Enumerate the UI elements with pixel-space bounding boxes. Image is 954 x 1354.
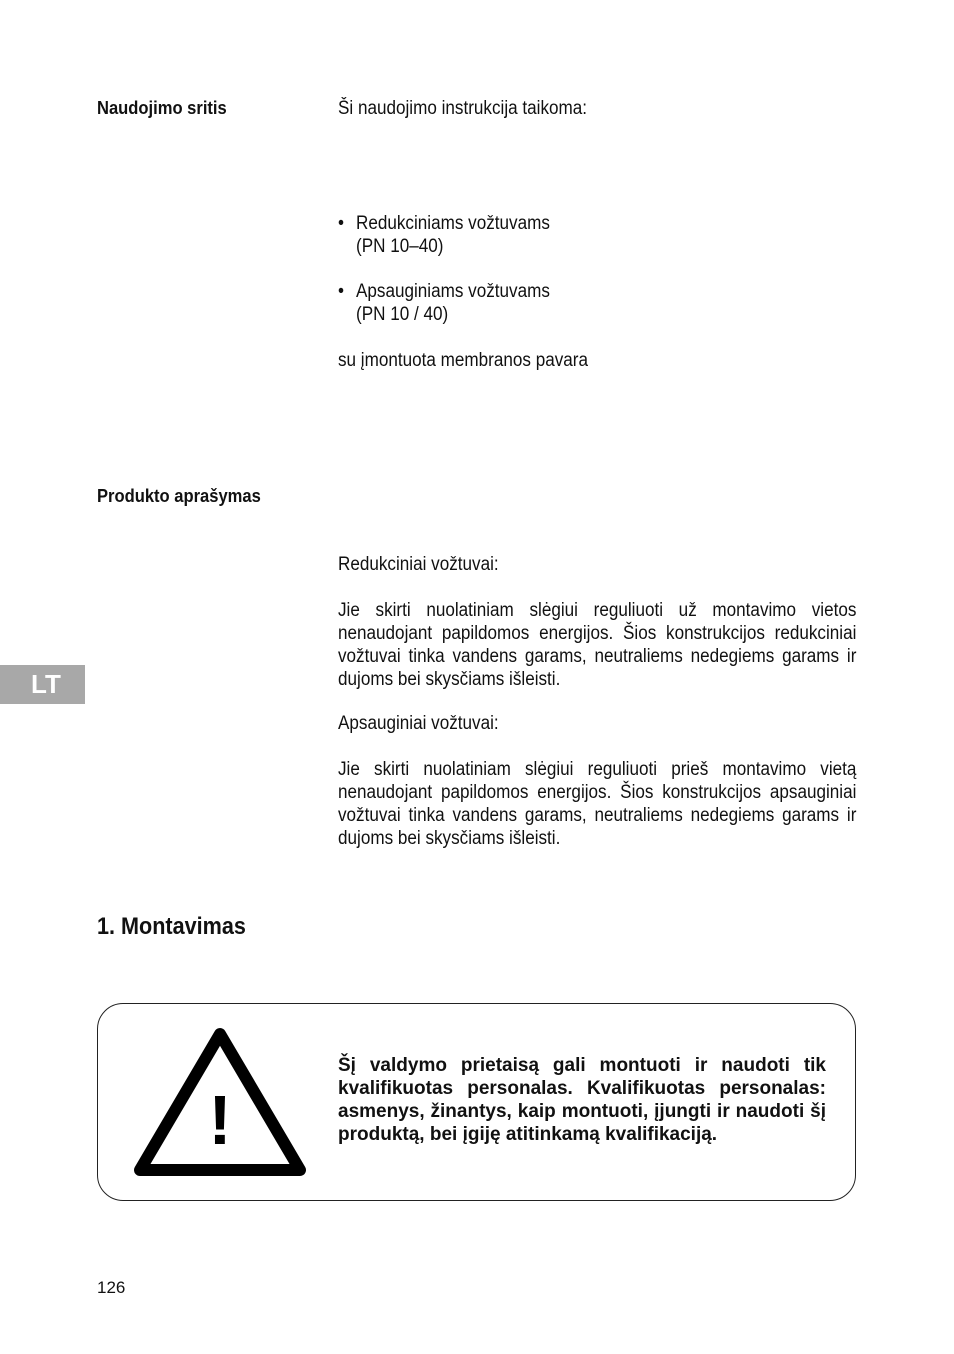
section-heading-naudojimo-sritis: Naudojimo sritis [97,98,227,118]
list-item [338,280,856,326]
paragraph-redukciniai [338,599,857,691]
language-tab: LT [0,665,85,704]
list-item [338,212,856,258]
exclamation-mark: ! [208,1081,232,1159]
paragraph-redukciniai-text: Jie skirti nuolatiniam slėgiui reguliuoti už montavimo vietos nenaudojant papildomos energijos. Šios konstrukcijos redukciniai vožtuvai tinka vandens garams, neutraliems nedegiems garams ir dujoms bei skysčiams išleisti. [338,600,857,690]
section1-outro-text: su įmontuota membranos pavara [338,350,588,371]
section1-intro [338,97,857,120]
list-item-line1: Apsauginiams vožtuvams [356,281,550,302]
subheading-apsauginiai [338,712,857,735]
warning-text: Šį valdymo prietaisą gali montuoti ir naudoti tik kvalifikuotas personalas. Kvalifikuotas personalas: asmenys, žinantys, kaip montuoti, įjungti ir naudoti šį produktą, bei įgiję atitinkamą kvalifikaciją. [338,1055,826,1145]
section-title-montavimas: 1. Montavimas [97,913,246,940]
bullet-icon: • [338,281,344,302]
page-number: 126 [97,1278,126,1297]
section1-intro-text: Ši naudojimo instrukcija taikoma: [338,98,588,119]
list-item-line2: (PN 10 / 40) [356,304,449,325]
bullet-icon: • [338,213,344,234]
subheading-apsauginiai-text: Apsauginiai vožtuvai: [338,713,499,734]
subheading-redukciniai-text: Redukciniai vožtuvai: [338,554,499,575]
section-heading-produkto-aprasymas: Produkto aprašymas [97,486,261,506]
subheading-redukciniai [338,553,857,576]
bullet-list [338,212,857,326]
warning-triangle-icon [133,1026,307,1178]
list-item-line1: Redukciniams vožtuvams [356,213,550,234]
paragraph-apsauginiai-text: Jie skirti nuolatiniam slėgiui reguliuoti prieš montavimo vietą nenaudojant papildomos energijos. Šios konstrukcijos apsauginiai vožtuvai tinka vandens garams, neutraliems nedegiems garams ir dujoms bei skysčiams išleisti. [338,759,857,849]
paragraph-apsauginiai [338,758,857,850]
list-item-line2: (PN 10–40) [356,236,444,257]
section1-outro [338,349,857,372]
